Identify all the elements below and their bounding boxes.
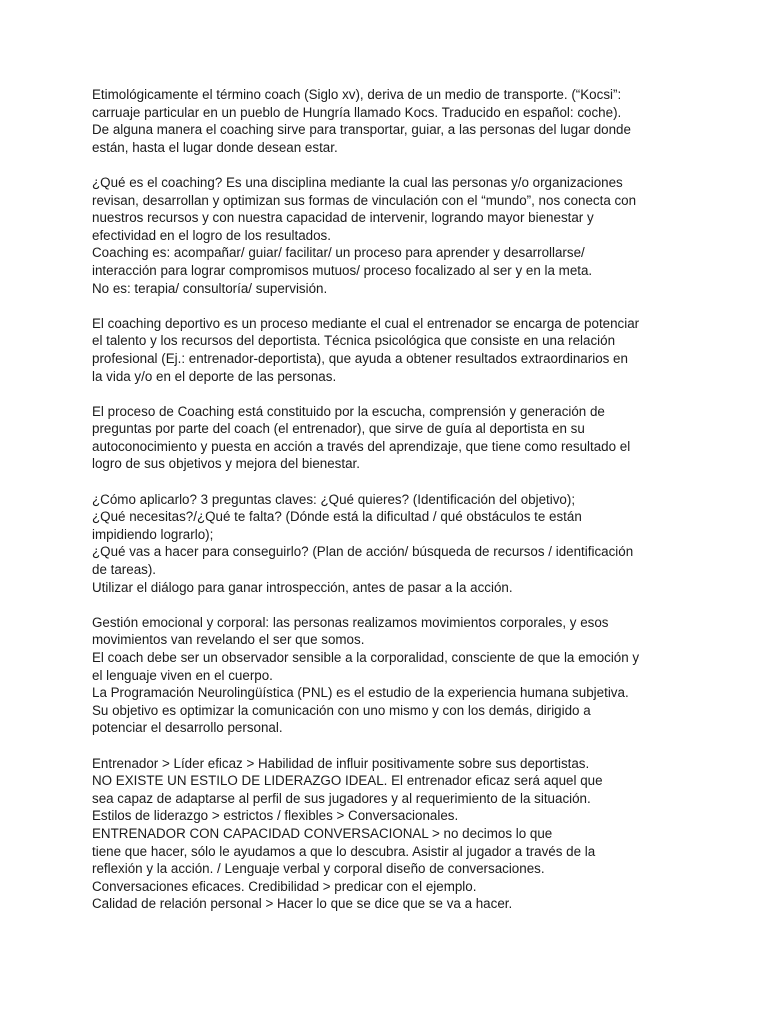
text-line: Estilos de liderazgo > estrictos / flexibles > Conversacionales.	[92, 808, 459, 824]
text-line: la vida y/o en el deporte de las personas.	[92, 368, 337, 384]
paragraph	[92, 491, 732, 597]
text-line: el lenguaje viven en el cuerpo.	[92, 667, 273, 683]
text-line: ¿Qué necesitas?/¿Qué te falta? (Dónde está la dificultad / qué obstáculos te están	[92, 509, 582, 525]
text-line: están, hasta el lugar donde desean estar.	[92, 139, 338, 155]
text-line: logro de sus objetivos y mejora del bienestar.	[92, 456, 360, 472]
text-line: autoconocimiento y puesta en acción a través del aprendizaje, que tiene como resultado el	[92, 438, 631, 454]
paragraph	[92, 315, 732, 385]
text-line: Utilizar el diálogo para ganar introspección, antes de pasar a la acción.	[92, 579, 513, 595]
text-line: potenciar el desarrollo personal.	[92, 720, 283, 736]
text-line: ¿Qué es el coaching? Es una disciplina mediante la cual las personas y/o organizaciones	[92, 174, 623, 190]
text-line: el talento y los recursos del deportista. Técnica psicológica que consiste en una relación	[92, 333, 616, 349]
text-line: ¿Qué vas a hacer para conseguirlo? (Plan de acción/ búsqueda de recursos / identificación	[92, 544, 634, 560]
text-line: revisan, desarrollan y optimizan sus formas de vinculación con el “mundo”, nos conecta con	[92, 192, 637, 208]
text-line: de tareas).	[92, 562, 157, 578]
paragraph	[92, 755, 732, 913]
paragraph-spacer	[92, 737, 732, 755]
text-line: No es: terapia/ consultoría/ supervisión.	[92, 280, 328, 296]
text-line: nuestros recursos y con nuestra capacidad de intervenir, logrando mayor bienestar y	[92, 210, 594, 226]
text-line: El coaching deportivo es un proceso mediante el cual el entrenador se encarga de potenciar	[92, 315, 640, 331]
text-line: Entrenador > Líder eficaz > Habilidad de influir positivamente sobre sus deportistas.	[92, 755, 590, 771]
paragraph-spacer	[92, 596, 732, 614]
text-line: Etimológicamente el término coach (Siglo xv), deriva de un medio de transporte. (“Kocsi”:	[92, 87, 622, 102]
text-line: efectividad en el logro de los resultados.	[92, 227, 331, 243]
text-line: Su objetivo es optimizar la comunicación con uno mismo y con los demás, dirigido a	[92, 702, 591, 718]
text-line: De alguna manera el coaching sirve para transportar, guiar, a las personas del lugar donde	[92, 122, 631, 138]
text-line: profesional (Ej.: entrenador-deportista), que ayuda a obtener resultados extraordinarios en	[92, 350, 628, 366]
paragraph	[92, 174, 732, 297]
paragraph-spacer	[92, 385, 732, 403]
paragraph	[92, 614, 732, 737]
text-line: Gestión emocional y corporal: las personas realizamos movimientos corporales, y esos	[92, 614, 609, 630]
text-line: sea capaz de adaptarse al perfil de sus jugadores y al requerimiento de la situación.	[92, 790, 591, 806]
document-page	[92, 86, 732, 913]
paragraph-spacer	[92, 473, 732, 491]
text-line: La Programación Neurolingüística (PNL) es el estudio de la experiencia humana subjetiva.	[92, 685, 629, 701]
text-line: reflexión y la acción. / Lenguaje verbal y corporal diseño de conversaciones.	[92, 861, 545, 877]
text-line: Conversaciones eficaces. Credibilidad > predicar con el ejemplo.	[92, 878, 477, 894]
text-line: ENTRENADOR CON CAPACIDAD CONVERSACIONAL > no decimos lo que	[92, 825, 553, 841]
paragraph	[92, 86, 732, 156]
text-line: preguntas por parte del coach (el entrenador), que sirve de guía al deportista en su	[92, 421, 585, 437]
text-line: interacción para lograr compromisos mutuos/ proceso focalizado al ser y en la meta.	[92, 262, 593, 278]
text-line: Calidad de relación personal > Hacer lo que se dice que se va a hacer.	[92, 896, 513, 912]
text-line: El coach debe ser un observador sensible a la corporalidad, consciente de que la emoción y	[92, 650, 640, 665]
text-line: ¿Cómo aplicarlo? 3 preguntas claves: ¿Qué quieres? (Identificación del objetivo);	[92, 491, 576, 507]
text-line: carruaje particular en un pueblo de Hungría llamado Kocs. Traducido en español: coche).	[92, 104, 622, 120]
text-line: El proceso de Coaching está constituido por la escucha, comprensión y generación de	[92, 403, 605, 419]
text-line: Coaching es: acompañar/ guiar/ facilitar/ un proceso para aprender y desarrollarse/	[92, 245, 585, 261]
text-line: tiene que hacer, sólo le ayudamos a que lo descubra. Asistir al jugador a través de la	[92, 843, 596, 859]
paragraph-spacer	[92, 297, 732, 315]
text-line: impidiendo lograrlo);	[92, 526, 214, 542]
paragraph	[92, 403, 732, 473]
text-line: movimientos van revelando el ser que somos.	[92, 632, 365, 648]
paragraph-spacer	[92, 156, 732, 174]
text-line: NO EXISTE UN ESTILO DE LIDERAZGO IDEAL. El entrenador eficaz será aquel que	[92, 773, 603, 789]
